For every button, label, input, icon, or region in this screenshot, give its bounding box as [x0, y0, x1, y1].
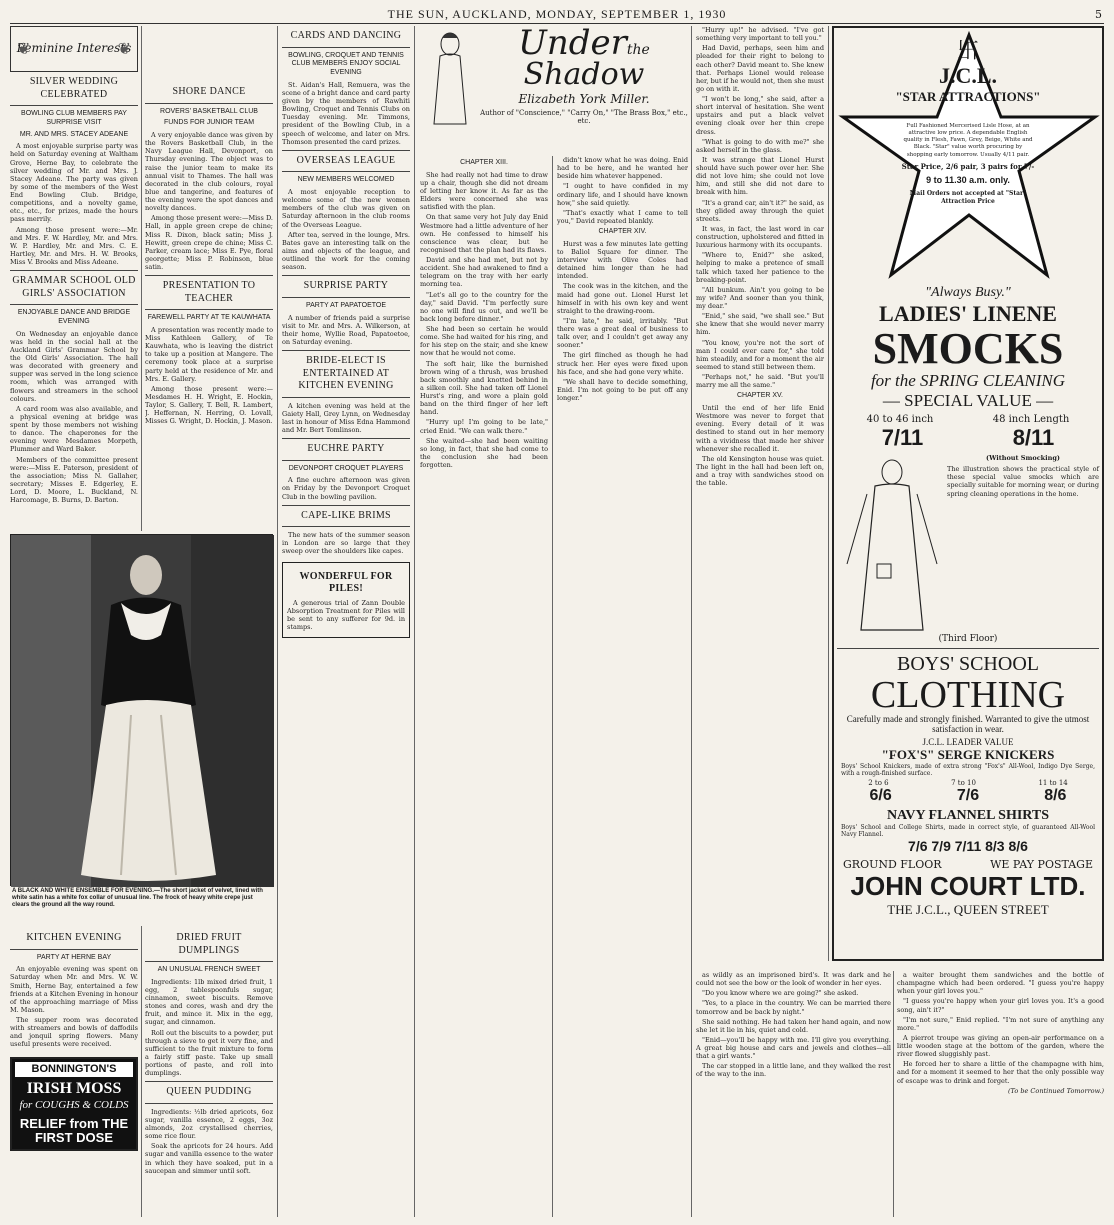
serial-byline: Author of "Conscience," "Carry On," "The Brass Box," etc., etc. — [480, 109, 688, 125]
subhead: AN UNUSUAL FRENCH SWEET — [157, 966, 261, 973]
size-label: 40 to 46 inch — [866, 414, 934, 425]
headline: OVERSEAS LEAGUE — [296, 154, 396, 166]
subhead: FUNDS FOR JUNIOR TEAM — [163, 119, 255, 127]
star-attractions — [837, 31, 1099, 281]
shirts-heading: NAVY FLANNEL SHIRTS — [886, 808, 1050, 823]
column-serial-2: didn't know what he was doing. Enid had to be here, and he wanted her beside him whatever happened. "I ought to have confided in my ordinary life, and I should have known how," she said quietly. "That's exactly what I came to tell you," David repeated blankly. CHAPTER XIV. Hurst was a few minutes late getting to Baliol Square for dinner. The interview with Olive Coles had detained him longer than he had intended. The cook was in the kitchen, and the maid had gone out. Lionel Hurst let himself in with his own key and went straight to the drawing-room. "I'm late," he said, irritably. "But there was a great deal of business to talk over, and I couldn't get away any sooner." The girl flinched as though he had struck her. Her eyes were fixed upon his face, and she had gone very white. "We shall have to decide something, Enid. I'm not going to be put off any longer." — [557, 156, 688, 402]
serial-illustration — [420, 26, 480, 126]
article-body: A fine euchre afternoon was given on Friday by the Devonport Croquet Club in the bowling pavilion. — [282, 476, 410, 501]
leader-value: J.C.L. LEADER VALUE — [922, 737, 1014, 747]
shirts-prices: 7/6 7/9 7/11 8/3 8/6 — [908, 838, 1028, 854]
bonningtons-ad: BONNINGTON'S IRISH MOSS for COUGHS & COLDS RELIEF from THE FIRST DOSE — [10, 1057, 138, 1151]
fashion-photo — [10, 534, 273, 886]
smocks-heading-4: — SPECIAL VALUE — — [882, 391, 1054, 410]
serial-text: She had really not had time to draw up a chair, though she did not dream of letting her know it. As far as the Elders were concerned she was satisfied with the plan. — [420, 170, 548, 212]
continued-note: (To be Continued Tomorrow.) — [1008, 1086, 1104, 1095]
star-body: Full Fashioned Mercerised Lisle Hose, at an attractive low price. A dependable English quality in Flesh, Fawn, Grey, Beige, White and Black. "Star" value worth procuring by shopping early tomorrow. Usually 4/11 pair. — [903, 123, 1033, 158]
ground-floor: GROUND FLOOR — [843, 858, 942, 871]
column-feminine: ❦ Feminine Interests ❦ SILVER WEDDING CELEBRATED BOWLING CLUB MEMBERS PAY SURPRISE VISIT MR. AND MRS. STACEY ADEANE A most enjoyable surprise party was held on Saturday evening at Waltham Grove, Herne Bay, to celebrate the silver wedding of Mr. and Mrs. J. Stacey Adeane. The party was given by some of the members of the West End Bowling Club. Bridge, competitions, and a novelty game, etc., etc., for prizes, made the hours pass merrily. Among those present were:—Mr. and Mrs. F. W. Hardley, Mr. and Mrs. W. P. Hardley, Mr. and Mrs. C. E. Hartley, Mr. and Mrs. H. W. Brooks, Miss V. Brooks and Miss Adeane. GRAMMAR SCHOOL OLD GIRLS' ASSOCIATION ENJOYABLE DANCE AND BRIDGE EVENING On Wednesday an enjoyable dance was held in the social hall at the Auckland Girls' Grammar School by the Old Girls' Association. The hall was decorated with greenery and supper was served in the long science room, which was arranged with flowers and streamers in the school colours. A card room was also available, and a physical evening at bridge was spent by those members not wishing to dance. The chaperones for the evening were Mesdames Morpeth, Plummer and Ward Baker. Members of the committee present were:—Miss E. Paterson, president of the association; Miss N. Gallaher, secretary; Misses E. Edgerley, E. Lord, D. Moore, L. Buckland, N. Harcomage, B. Burns, D. Barton. — [10, 26, 138, 1217]
star-time: 9 to 11.30 a.m. only. — [926, 174, 1010, 185]
always-busy: "Always Busy." — [925, 285, 1011, 300]
subhead: BOWLING, CROQUET AND TENNIS CLUB MEMBERS ENJOY SOCIAL EVENING — [288, 51, 404, 76]
serial-title: Underthe Shadow — [518, 23, 650, 92]
headline: DRIED FRUIT DUMPLINGS — [176, 932, 242, 956]
jcl-address: THE J.C.L., QUEEN STREET — [887, 902, 1049, 917]
headline: QUEEN PUDDING — [166, 1086, 252, 1098]
serial-text: a waiter brought them sandwiches and the bottle of champagne which had been ordered. "I guess you're happy when your girl loves you." — [897, 971, 1104, 996]
article-body: A number of friends paid a surprise visit to Mr. and Mrs. A. Wilkerson, at their home, Wyllie Road, Papatoetoe, on Saturday evening. — [282, 313, 410, 346]
article-body: An enjoyable evening was spent on Saturday when Mr. and Mrs. W. W. Smith, Herne Bay, entertained a few friends at a Kitchen Evening in honour of the approaching marriage of Miss M. Mason. — [10, 965, 138, 1014]
subhead: FAREWELL PARTY AT TE KAUWHATA — [147, 314, 271, 322]
feminine-interests-banner: ❦ Feminine Interests ❦ — [10, 26, 138, 72]
subhead: ROVERS' BASKETBALL CLUB — [160, 107, 258, 115]
article-body: A kitchen evening was held at the Gaiety Hall, Grey Lynn, on Wednesday last in honour of Miss Edna Hammond and Mr. Bert Tomlinson. — [282, 401, 410, 434]
size-range: 7 to 10 — [951, 779, 976, 787]
knickers-price: 6/6 — [869, 787, 892, 804]
knickers-heading: "FOX'S" SERGE KNICKERS — [881, 747, 1055, 762]
knickers-price: 8/6 — [1044, 787, 1067, 804]
subhead: ENJOYABLE DANCE AND BRIDGE EVENING — [17, 309, 131, 325]
column-social: CARDS AND DANCING BOWLING, CROQUET AND TENNIS CLUB MEMBERS ENJOY SOCIAL EVENING St. Aidan's Hall, Remuera, was the scene of a bright dance and card party given by the members of Rawhiti Bowling, Croquet and Tennis Clubs on Tuesday evening. Mr. Timmons, president of the Bowling Club, in a speech of welcome, and later on Mrs. Thomson presented the card prizes. OVERSEAS LEAGUE NEW MEMBERS WELCOMED A most enjoyable reception to welcome some of the new women members of the club was given on Saturday afternoon in the club rooms of the Overseas League. After tea, served in the lounge, Mrs. Bates gave an interesting talk on the aims and objects of the league, and outlined the work for the coming season. SURPRISE PARTY PARTY AT PAPATOETOE A number of friends paid a surprise visit to Mr. and Mrs. A. Wilkerson, at their home, Wyllie Road, Papatoetoe, on Saturday evening. BRIDE-ELECT IS ENTERTAINED AT KITCHEN EVENING A kitchen evening was held at the Gaiety Hall, Grey Lynn, on Wednesday last in honour of Miss Edna Hammond and Mr. Bert Tomlinson. EUCHRE PARTY DEVONPORT CROQUET PLAYERS A fine euchre afternoon was given on Friday by the Devonport Croquet Club in the bowling pavilion. CAPE-LIKE BRIMS The new hats of the summer season in London are so large that they sweep over the shoulders like capes. WONDERFUL FOR PILES! A generous trial of Zann Double Absorption Treatment for Piles will be sent to any sufferer for 9d. in stamps. — [282, 26, 410, 1217]
serial-text: David and she had met, but not by accident. She had awakened to find a telegram on the tray with her early morning tea. — [420, 256, 548, 289]
subhead: PARTY AT PAPATOETOE — [305, 301, 386, 309]
headline: EUCHRE PARTY — [307, 443, 385, 454]
chapter-heading: CHAPTER XIV. — [598, 228, 647, 235]
headline: SURPRISE PARTY — [303, 280, 389, 292]
mail-orders-note: Mail Orders not accepted at "Star" Attraction Price — [909, 190, 1027, 206]
page-number: 5 — [1095, 8, 1104, 21]
headline: SHORE DANCE — [172, 86, 246, 97]
third-floor: (Third Floor) — [938, 634, 998, 644]
subhead: PARTY AT HERNE BAY — [36, 953, 112, 961]
shirts-description: Boys' School and College Shirts, made in correct style, of guaranteed All-Wool Navy Flannel. — [841, 824, 1095, 838]
headline: GRAMMAR SCHOOL OLD GIRLS' ASSOCIATION — [12, 275, 136, 299]
boys-heading-1: BOYS' SCHOOL — [897, 653, 1039, 675]
serial-text: "Hurry up!" he advised. "I've got something very important to tell you." — [696, 26, 824, 43]
smocks-heading-2: SMOCKS — [872, 324, 1064, 373]
subhead: DEVONPORT CROQUET PLAYERS — [288, 464, 404, 472]
article-body: A most enjoyable surprise party was held on Saturday evening at Waltham Grove, Herne Bay, to celebrate the silver wedding of Mr. and Mrs. J. Stacey Adeane. The party was given by some of the members of the West End Bowling Club. Bridge, competitions, and a novelty game, etc., etc., for prizes, made the hours pass merrily. — [10, 142, 138, 224]
article-body: St. Aidan's Hall, Remuera, was the scene of a bright dance and card party given by the members of Rawhiti Bowling, Croquet and Tennis Clubs on Tuesday evening. Mr. Timmons, president of the Bowling Club, in a speech of welcome, and later on Mrs. Thomson presented the card prizes. — [282, 80, 410, 146]
john-court-logo: JOHN COURT LTD. — [850, 871, 1086, 901]
serial-text: as wildly as an imprisoned bird's. It was dark and he could not see the bow or the look of wonder in her eyes. — [696, 971, 891, 988]
article-body: The new hats of the summer season in London are so large that they sweep over the shoulders like capes. — [282, 531, 410, 556]
photo-caption: A BLACK AND WHITE ENSEMBLE FOR EVENING.—The short jacket of velvet, lined with white satin has a white fox collar of unusual line. The frock of heavy white crepe just clears the ground all the way round. — [12, 888, 263, 909]
column-shore: SHORE DANCE ROVERS' BASKETBALL CLUB FUNDS FOR JUNIOR TEAM A very enjoyable dance was given by the Rovers Basketball Club, in the Navy League Hall, Devonport, on Thursday evening. The object was to raise the junior team to make its annual visit to Thames. The hall was decorated in the club colours, royal blue and tangerine, and features of the evening were the spot dances and novelty dances. Among those present were:—Miss D. Hall, in apple green crepe de chine; Miss R. Dixon, black satin; Miss J. Hewitt, green crepe de chine; Miss C. Parker, cream lace; Miss E. Pye, floral georgette; Miss P. Robinson, blue satin. PRESENTATION TO TEACHER FAREWELL PARTY AT TE KAUWHATA A presentation was recently made to Miss Kathleen Gallery, of Te Kauwhata, who is leaving the district to take up a position at Mangere. The ceremony took place at a surprise party held at the residence of Mr. and Mrs. E. Gallery. Among those present were:—Mesdames H. H. Wright, E. Hockin, Taylor, S. Gallery, T. Bell, R. Lambert, J. Heffernan, N. Herring, O. Lovall, Misses G. Wright, D. Hockin, J. Mason. — [145, 86, 273, 426]
swastika-logo-icon: 卐 — [956, 39, 979, 64]
column-serial-1: CHAPTER XIII. She had really not had time to draw up a chair, though she did not dream of letting her know it. As far as the Elders were concerned she was satisfied with the plan. On that same very hot July day Enid Westmore had a little adventure of her own. He confessed to himself his conscience was clear, but he recognised that the plan had its flaws. David and she had met, but not by accident. She had awakened to find a telegram on the tray with her early morning tea. "Let's all go to the country for the day," said David. "I'm perfectly sure no one will find us out, and we'll be back long before dinner." She had been so certain he would come. She had waited for his ring, and for his step on the stair, and she knew now that he would not come. The soft hair, like the burnished brown wing of a thrush, was brushed back smoothly and knotted behind in a silken coil. She had taken off Lionel Hurst's ring, and wore a plain gold band on the third finger of her left hand. "Hurry up! I'm going to be late," cried Enid. "We can walk there." She waited—she had been waiting so long, in fact, that she had come to the conclusion she had been forgotten. — [420, 159, 548, 469]
size-range: 11 to 14 — [1038, 779, 1068, 787]
headline: BRIDE-ELECT IS ENTERTAINED AT KITCHEN EVENING — [298, 355, 394, 391]
smock-description: The illustration shows the practical style of these special value smocks which are specially suitable for morning wear, or during spring cleaning operations in the home. — [947, 465, 1099, 498]
piles-ad: WONDERFUL FOR PILES! A generous trial of Zann Double Absorption Treatment for Piles will be sent to any sufferer for 9d. in stamps. — [282, 562, 410, 639]
column-kitchen: KITCHEN EVENING PARTY AT HERNE BAY An enjoyable evening was spent on Saturday when Mr. and Mrs. W. W. Smith, Herne Bay, entertained a few friends at a Kitchen Evening in honour of the approaching marriage of Miss M. Mason. The supper room was decorated with streamers and bowls of daffodils and jonquil spring flowers. Many useful presents were received. BONNINGTON'S IRISH MOSS for COUGHS & COLDS RELIEF from THE FIRST DOSE — [10, 928, 138, 1217]
smock-price: 8/11 — [1012, 425, 1055, 450]
headline: SILVER WEDDING CELEBRATED — [29, 76, 119, 100]
smocks-heading-1: LADIES' LINENE — [879, 301, 1057, 326]
jcl-advertisement — [832, 26, 1104, 961]
headline: PRESENTATION TO TEACHER — [162, 280, 256, 304]
we-pay-postage: WE PAY POSTAGE — [990, 858, 1093, 871]
size-label: 48 inch Length — [992, 414, 1070, 425]
star-title: "STAR ATTRACTIONS" — [895, 89, 1041, 104]
column-serial-3: "Hurry up!" he advised. "I've got something very important to tell you." Had David, perhaps, seen him and pleaded for their right to belong to each other? David meant to. She knew that. Perhaps Lionel would release her, but if he would not, then she must go on with it. "I won't be long," she said, after a short interval of hesitation. She went upstairs and put a black velvet evening cloak over her thin crepe dress. "What is going to do with me?" she asked herself in the glass. It was strange that Lionel Hurst should have such power over her. She did not love him; she could not love him, and still she did not dare to break with him. "It's a grand car, ain't it?" he said, as they glided away through the quiet streets. It was, in fact, the last word in car construction, upholstered and fitted in luxurious harmony with its occupants. "Where to, Enid?" she asked, helping to make a pretence of small talk which taxed her patience to the breaking-point. "All bunkum. Ain't you going to be my wife? And sooner than you think, my dear." "Enid," she said, "we shall see." But she knew that she would never marry him. "You know, you're not the sort of man I could ever care for," she told him steadily, and for a moment the air seemed to stand still between them. "Perhaps not," he said. "But you'll marry me all the same." CHAPTER XV. Until the end of her life Enid Westmore was never to forget that evening. Every detail of it was destined to stand out in her memory with a vividness that made her shiver whenever she recalled it. The old Kensington house was quiet. The light in the hall had been left on, and a tray with sandwiches stood on the table. — [696, 26, 824, 488]
column-serial-5: a waiter brought them sandwiches and the bottle of champagne which had been ordered. "I guess you're happy when your girl loves you." "I guess you're happy when your girl loves you. It's a good song, ain't it?" "I'm not sure," Enid replied. "I'm not sure of anything any more." A pierrot troupe was giving an open-air performance on a little wooden stage at the bottom of the garden, where the river flowed sluggishly past. He forced her to share a little of the champagne with him, and for a moment it seemed to her that the only possible way of escape was to drink and forget. (To be Continued Tomorrow.) — [897, 971, 1104, 1095]
subhead: NEW MEMBERS WELCOMED — [297, 176, 395, 184]
article-body: A presentation was recently made to Miss Kathleen Gallery, of Te Kauwhata, who is leaving the district to take up a position at Mangere. The ceremony took place at a surprise party held at the residence of Mr. and Mrs. E. Gallery. — [145, 325, 273, 383]
fashion-photo-block — [10, 534, 273, 924]
knickers-price: 7/6 — [956, 787, 980, 804]
knickers-description: Boys' School Knickers, made of extra strong "Fox's" All-Wool, Indigo Dye Serge, with a rough-finished surface. — [841, 763, 1095, 777]
smocks-heading-3: for the SPRING CLEANING — [870, 371, 1066, 390]
serial-text: Hurst was a few minutes late getting to Baliol Square for dinner. The interview with Olive Coles had detained him longer than he had intended. — [557, 239, 688, 281]
size-range: 2 to 6 — [868, 779, 889, 787]
masthead-title: THE SUN, AUCKLAND, MONDAY, SEPTEMBER 1, 1930 — [387, 7, 727, 21]
article-body: On Wednesday an enjoyable dance was held in the social hall at the Auckland Girls' Grammar School by the Old Girls' Association. The hall was decorated with greenery and supper was served in the long science room, which was arranged with flowers and streamers in the school colours. — [10, 329, 138, 403]
article-body: A very enjoyable dance was given by the Rovers Basketball Club, in the Navy League Hall, Devonport, on Thursday evening. The object was to raise the junior team to make its annual visit to Thames. The hall was decorated in the club colours, royal blue and tangerine, and features of the evening were the spot dances and novelty dances. — [145, 131, 273, 213]
subhead: MR. AND MRS. STACEY ADEANE — [19, 130, 129, 138]
headline: CAPE-LIKE BRIMS — [301, 509, 391, 521]
subhead: BOWLING CLUB MEMBERS PAY SURPRISE VISIT — [21, 110, 127, 126]
serial-author: Elizabeth York Miller. — [518, 92, 650, 106]
chapter-heading: CHAPTER XV. — [736, 392, 784, 400]
boys-description: Carefully made and strongly finished. Warranted to give the utmost satisfaction in wear. — [846, 714, 1090, 734]
chapter-heading: CHAPTER XIII. — [460, 159, 508, 166]
jcl-brand: J.C.L. — [938, 63, 998, 88]
article-body: Ingredients: 1lb mixed dried fruit, 1 egg, 2 tablespoonfuls sugar, cinnamon, sweet biscuits. Remove stones and cores, wash and dry the fruit, and mince it. Mix in the egg, sugar, and cinnamon. — [145, 977, 273, 1027]
serial-header — [420, 23, 688, 154]
masthead — [10, 6, 1104, 24]
boys-heading-2: CLOTHING — [870, 674, 1066, 716]
without-smocking: (Without Smocking) — [986, 454, 1060, 462]
column-recipes: DRIED FRUIT DUMPLINGS AN UNUSUAL FRENCH SWEET Ingredients: 1lb mixed dried fruit, 1 egg, 2 tablespoonfuls sugar, cinnamon, sweet biscuits. Remove stones and cores, wash and dry the fruit, and mince it. Mix in the egg, sugar, and cinnamon. Roll out the biscuits to a powder, put through a sieve to get it very fine, and sufficient to the fruit mixture to form a fairly stiff paste. Take up small portions of paste, and roll into dumplings. QUEEN PUDDING Ingredients: ½lb dried apricots, 6oz sugar, vanilla essence, 2 eggs, 3oz almonds, 2oz crystallised cherries, some rice flour. Soak the apricots for 24 hours. Add sugar and vanilla essence to the water in which they have soaked, put in a saucepan and simmer until soft. — [145, 932, 273, 1175]
article-body: Ingredients: ½lb dried apricots, 6oz sugar, vanilla essence, 2 eggs, 3oz almonds, 2oz crystallised cherries, some rice flour. — [145, 1107, 273, 1141]
headline: KITCHEN EVENING — [26, 932, 122, 943]
smock-price: 7/11 — [881, 425, 924, 450]
column-serial-4: as wildly as an imprisoned bird's. It was dark and he could not see the bow or the look of wonder in her eyes. "Do you know where we are going?" she asked. "Yes, to a place in the country. We can be married there tomorrow and be back by night." She said nothing. He had taken her hand again, and now she let it lie in his, quiet and cold. "Enid—you'll be happy with me. I'll give you everything. A great big house and cars and jewels and clothes—all that a girl wants." The car stopped in a little lane, and they walked the rest of the way to the inn. — [696, 971, 891, 1079]
star-price: Star Price, 2/6 pair, 3 pairs for 7/- — [901, 161, 1035, 171]
smock-illustration — [837, 454, 947, 634]
article-body: A most enjoyable reception to welcome some of the new women members of the club was given on Saturday afternoon in the club rooms of the Overseas League. — [282, 188, 410, 229]
headline: CARDS AND DANCING — [290, 30, 402, 41]
